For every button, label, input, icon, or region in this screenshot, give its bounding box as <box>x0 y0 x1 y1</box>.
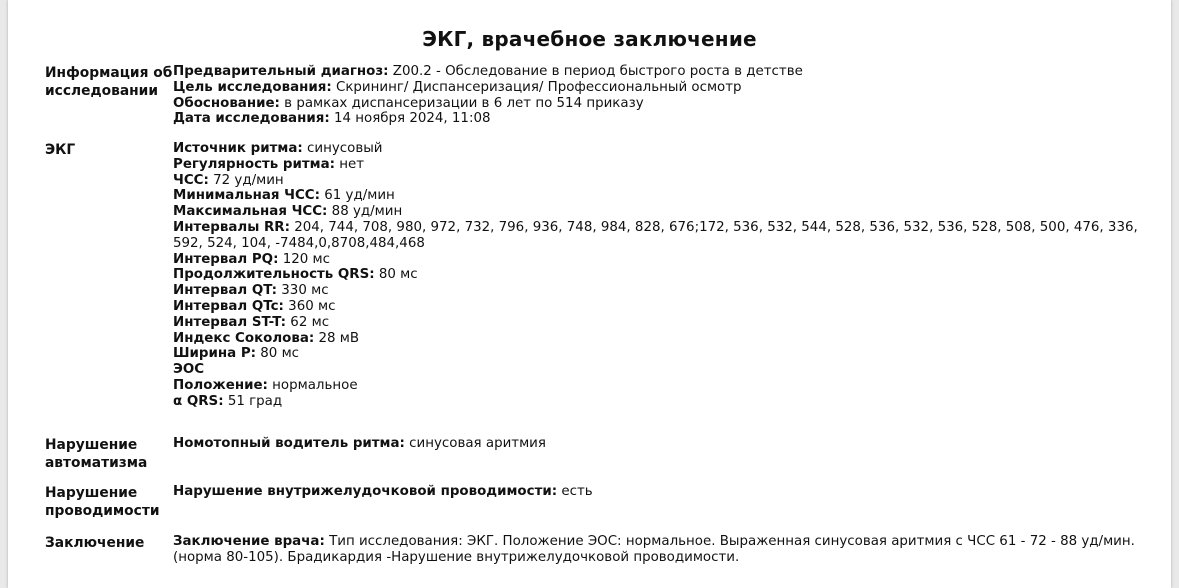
field-key: Заключение врача: <box>173 534 325 549</box>
info-row <box>173 111 1151 127</box>
field-value: синусовый <box>307 141 383 156</box>
field-key: ЧСС: <box>173 172 209 188</box>
field-value: 204, 744, 708, 980, 972, 732, 796, 936, 748, 984, 828, 676;172, 536, 532, 544, 528, 536, 532, 536, 528, 508, 500, 476, 336, 592, 524, 104, -7484,0,8708,484,468 <box>173 219 1138 251</box>
section-label: Нарушение проводимости <box>45 485 160 519</box>
finding-row <box>173 484 1151 500</box>
field-key: Регулярность ритма: <box>173 156 335 172</box>
field-key: Минимальная ЧСС: <box>173 188 320 204</box>
field-value: 330 мс <box>281 283 329 299</box>
section-conduction <box>45 484 1151 520</box>
field-value: Скрининг/ Диспансеризация/ Профессиональный осмотр <box>335 79 742 95</box>
field-value: 80 мс <box>378 267 418 283</box>
field-value: 14 ноября 2024, 11:08 <box>333 111 491 127</box>
ecg-row <box>173 331 1151 347</box>
field-key: Дата исследования: <box>173 111 330 127</box>
field-key: Интервал ST-T: <box>173 314 287 330</box>
section-study-info <box>45 64 1151 127</box>
field-key: Интервал PQ: <box>173 251 279 267</box>
field-value: 51 град <box>227 393 283 409</box>
section-label: ЭКГ <box>45 142 76 158</box>
field-key: α QRS: <box>173 393 224 409</box>
field-value: 120 мс <box>282 251 330 267</box>
field-value: нормальное <box>272 377 358 393</box>
field-key: ЭОС <box>173 362 205 378</box>
ecg-row <box>173 204 1151 220</box>
section-conclusion <box>45 534 1151 566</box>
field-key: Интервал QT: <box>173 283 278 299</box>
ecg-row <box>173 378 1151 394</box>
field-value: Z00.2 - Обследование в период быстрого роста в детстве <box>392 64 803 79</box>
info-row <box>173 64 1151 80</box>
field-key: Положение: <box>173 377 268 393</box>
info-row <box>173 96 1151 112</box>
field-key: Номотопный водитель ритма: <box>173 436 405 451</box>
section-body <box>173 64 1151 127</box>
ecg-row <box>173 157 1151 173</box>
report-page <box>8 0 1171 588</box>
report-title: ЭКГ, врачебное заключение <box>422 27 757 51</box>
ecg-row <box>173 283 1151 299</box>
section-body <box>173 534 1151 566</box>
field-key: Индекс Соколова: <box>173 330 315 346</box>
field-key: Нарушение внутрижелудочковой проводимости: <box>173 484 558 499</box>
field-value: 62 мс <box>290 314 330 330</box>
field-value: 88 уд/мин <box>331 204 403 220</box>
field-key: Максимальная ЧСС: <box>173 204 328 220</box>
field-value: 61 уд/мин <box>324 188 395 204</box>
section-automatism <box>45 436 1151 472</box>
section-body <box>173 436 1151 472</box>
section-label: Нарушение автоматизма <box>45 437 148 471</box>
section-body <box>173 484 1151 520</box>
ecg-row <box>173 141 1151 157</box>
section-body <box>173 141 1151 410</box>
section-label: Заключение <box>45 535 145 551</box>
field-value: 360 мс <box>288 298 336 314</box>
field-value: 72 уд/мин <box>213 172 284 188</box>
ecg-row <box>173 267 1151 283</box>
field-key: Интервал QTc: <box>173 298 284 314</box>
field-key: Продолжительность QRS: <box>173 267 375 283</box>
ecg-row <box>173 299 1151 315</box>
ecg-row <box>173 188 1151 204</box>
section-label: Информация об исследовании <box>45 65 173 99</box>
field-key: Интервалы RR: <box>173 219 290 235</box>
field-value: Тип исследования: ЭКГ. Положение ЭОС: нормальное. Выраженная синусовая аритмия с ЧСС 61 - 72 - 88 уд/мин. (норма 80-105). Брадикардия -Нарушение внутрижелудочковой проводимости. <box>173 534 1135 565</box>
field-value: в рамках диспансеризации в 6 лет по 514 приказу <box>284 95 644 111</box>
ecg-row <box>173 362 1151 378</box>
conclusion-text <box>173 534 1151 566</box>
field-value: 28 мВ <box>318 330 360 346</box>
finding-row <box>173 436 1151 452</box>
ecg-row <box>173 173 1151 189</box>
field-value: синусовая аритмия <box>409 436 546 451</box>
field-value: нет <box>339 156 365 172</box>
field-value: 80 мс <box>260 346 300 362</box>
field-key: Источник ритма: <box>173 141 303 156</box>
field-key: Ширина P: <box>173 346 257 362</box>
field-key: Обоснование: <box>173 95 280 111</box>
field-key: Цель исследования: <box>173 79 332 95</box>
section-ecg <box>45 141 1151 410</box>
ecg-row <box>173 346 1151 362</box>
ecg-row <box>173 252 1151 268</box>
ecg-row <box>173 394 1151 410</box>
field-value: есть <box>561 484 593 499</box>
field-key: Предварительный диагноз: <box>173 64 389 79</box>
ecg-row <box>173 315 1151 331</box>
ecg-row-rr-intervals <box>173 220 1151 252</box>
info-row <box>173 80 1151 96</box>
